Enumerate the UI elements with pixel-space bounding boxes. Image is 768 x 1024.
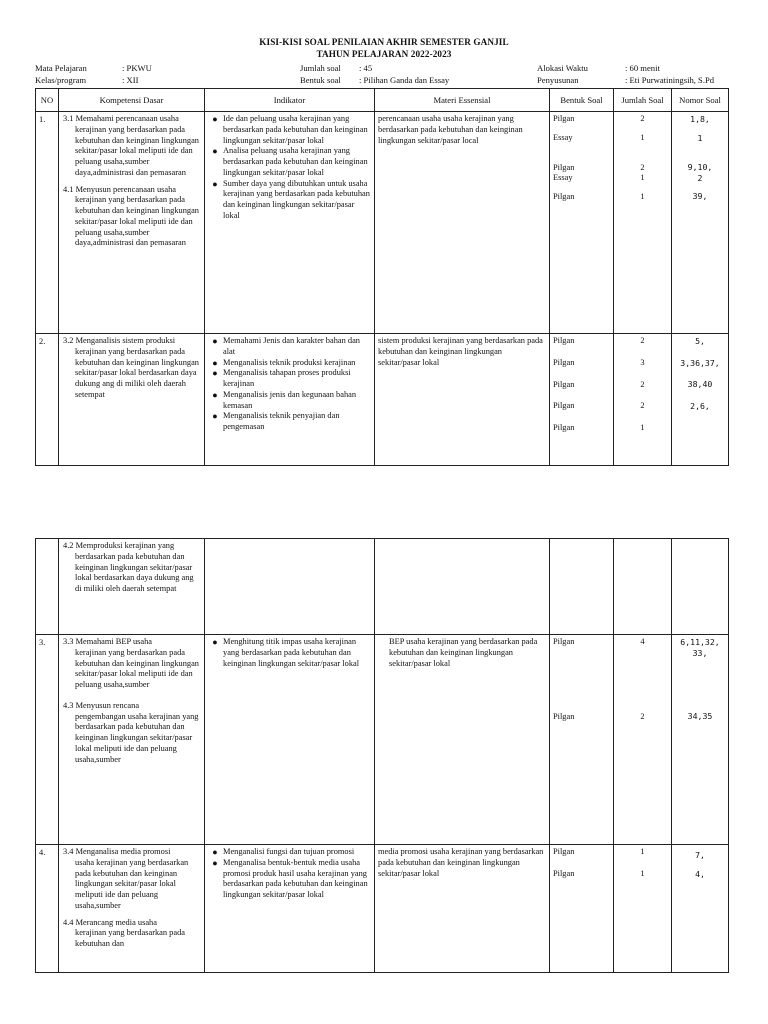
jumlah-soal-label: Jumlah soal	[300, 63, 341, 73]
indikator-item: ● Menganalisis tahapan proses produksi kerajinan	[207, 368, 371, 390]
bullet-icon: ●	[212, 637, 218, 647]
nomor-cell: 7, 4,	[672, 845, 729, 973]
kd-number: 4.3	[63, 700, 74, 710]
indikator-item: ● Sumber daya yang dibutuhkan untuk usaha kerajinan yang berdasarkan pada kebutuhan dan keinginan lingkungan sekitar/pasar lokal	[207, 179, 371, 222]
row-number: 4.	[36, 845, 59, 973]
col-header-materi: Materi Essensial	[375, 89, 550, 112]
indikator-cell	[205, 845, 375, 973]
indikator-cell	[205, 112, 375, 334]
kd-item	[63, 185, 201, 250]
kd-text: kerajinan yang berdasarkan pada kebutuhan dan keinginan lingkungan sekitar/pasar lokal meliputi ide dan peluang usaha,sumber	[75, 647, 199, 689]
kd-text: kerajinan yang berdasarkan pada kebutuhan dan keinginan lingkungan sekitar/pasar lokal meliputi ide dan peluang usaha,sumber daya,administrasi dan pemasaran	[75, 124, 199, 177]
kd-first-line: Menganalisis sistem produksi	[75, 336, 176, 345]
kd-text: kerajinan yang berdasarkan pada kebutuhan dan keinginan lingkungan sekitar/pasar lokal berdasarkan daya dukung ang di miliki oleh daerah setempat	[75, 346, 199, 399]
kd-first-line: Menyusun rencana	[75, 700, 140, 710]
bullet-icon: ●	[212, 847, 218, 857]
alokasi-label: Alokasi Waktu	[537, 63, 588, 73]
indikator-item: ● Ide dan peluang usaha kerajinan yang berdasarkan pada kebutuhan dan keinginan lingkungan sekitar/pasar lokal	[207, 114, 371, 146]
bentuk-soal-value: : Pilihan Ganda dan Essay	[359, 75, 450, 85]
bullet-icon: ●	[212, 857, 218, 868]
bullet-icon: ●	[212, 336, 218, 346]
kd-number: 3.4	[63, 847, 74, 856]
kd-text: kerajinan yang berdasarkan pada kebutuhan dan	[75, 928, 185, 948]
table-row	[36, 845, 729, 973]
kd-first-line: Memahami perencanaan usaha	[75, 114, 179, 123]
jumlah-cell: 2 1 2 1 1	[614, 112, 672, 334]
kd-first-line: Merancang media usaha	[75, 917, 157, 927]
kompetensi-cell	[59, 539, 205, 635]
kd-text: berdasarkan pada kebutuhan dan keinginan lingkungan sekitar/pasar lokal berdasarkan daya dukung ang di miliki oleh daerah setempat	[75, 551, 194, 593]
nomor-cell: 6,11,32, 33, 34,35	[672, 635, 729, 845]
mapel-value: : PKWU	[122, 63, 152, 73]
kd-item	[63, 637, 201, 691]
kd-item	[63, 541, 201, 595]
indikator-item: ● Menganalisi fungsi dan tujuan promosi	[207, 847, 371, 858]
col-header-bentuk: Bentuk Soal	[550, 89, 614, 112]
kd-item	[63, 114, 201, 179]
indikator-item: ● Menganalisis teknik penyajian dan pengemasan	[207, 411, 371, 433]
col-header-kompetensi: Kompetensi Dasar	[59, 89, 205, 112]
table-row	[36, 635, 729, 845]
kd-number: 4.4	[63, 917, 74, 927]
kompetensi-cell	[59, 112, 205, 334]
indikator-item: ● Memahami Jenis dan karakter bahan dan alat	[207, 336, 371, 358]
kd-text: usaha kerajinan yang berdasarkan pada kebutuhan dan keinginan lingkungan sekitar/pasar lokal meliputi ide dan peluang usaha,sumber	[75, 857, 189, 910]
jumlah-cell: 2 3 2 2 1	[614, 334, 672, 466]
indikator-item: ● Menganalisa bentuk-bentuk media usaha promosi produk hasil usaha kerajinan yang berdasarkan pada kebutuhan dan keinginan lingkungan sekitar/pasar lokal	[207, 858, 371, 901]
indikator-cell	[205, 635, 375, 845]
bullet-icon: ●	[212, 389, 218, 400]
materi-cell: media promosi usaha kerajinan yang berdasarkan pada kebutuhan dan keinginan lingkungan sekitar/pasar lokal	[375, 845, 550, 973]
bullet-icon: ●	[212, 146, 218, 157]
kd-first-line: Menyusun perencanaan usaha	[75, 184, 177, 194]
kisi-kisi-table-continued	[35, 538, 729, 973]
jumlah-cell: 4 2	[614, 635, 672, 845]
kompetensi-cell	[59, 334, 205, 466]
bullet-icon: ●	[212, 368, 218, 379]
penyusun-value: : Eti Purwatiningsih, S.Pd	[625, 75, 715, 85]
bentuk-cell: Pilgan Pilgan Pilgan Pilgan Pilgan	[550, 334, 614, 466]
bullet-icon: ●	[212, 114, 218, 124]
kd-item	[63, 918, 201, 950]
mapel-label: Mata Pelajaran	[35, 63, 87, 73]
bentuk-soal-label: Bentuk soal	[300, 75, 341, 85]
kd-first-line: Menganalisa media promosi	[75, 847, 171, 856]
jumlah-cell: 1 1	[614, 845, 672, 973]
kelas-label: Kelas/program	[35, 75, 87, 85]
kompetensi-cell	[59, 845, 205, 973]
kd-item	[63, 701, 201, 766]
kd-number: 3.3	[63, 637, 74, 646]
table-row	[36, 334, 729, 466]
table-header-row	[36, 89, 729, 112]
row-number: 2.	[36, 334, 59, 466]
kisi-kisi-table	[35, 88, 729, 466]
indikator-item: ● Analisa peluang usaha kerajinan yang berdasarkan pada kebutuhan dan keinginan lingkungan sekitar/pasar lokal	[207, 146, 371, 178]
jumlah-soal-value: : 45	[359, 63, 373, 73]
row-number: 3.	[36, 635, 59, 845]
kd-item	[63, 847, 201, 912]
bentuk-cell: Pilgan Pilgan	[550, 845, 614, 973]
indikator-cell	[205, 334, 375, 466]
alokasi-value: : 60 menit	[625, 63, 660, 73]
kd-first-line: Memahami BEP usaha	[75, 637, 153, 646]
indikator-item: ● Menghitung titik impas usaha kerajinan yang berdasarkan pada kebutuhan dan keinginan lingkungan sekitar/pasar lokal	[207, 637, 371, 669]
materi-cell: BEP usaha kerajinan yang berdasarkan pada kebutuhan dan keinginan lingkungan sekitar/pasar lokal	[375, 635, 550, 845]
nomor-cell: 5, 3,36,37, 38,40 2,6,	[672, 334, 729, 466]
bullet-icon: ●	[212, 411, 218, 422]
kd-number: 4.1	[63, 184, 74, 194]
indikator-item: ● Menganalisis jenis dan kegunaan bahan kemasan	[207, 390, 371, 412]
col-header-jumlah: Jumlah Soal	[614, 89, 672, 112]
kd-text: kerajinan yang berdasarkan pada kebutuhan dan keinginan lingkungan sekitar/pasar lokal meliputi ide dan peluang usaha,sumber daya,administrasi dan pemasaran	[75, 195, 199, 248]
kompetensi-cell	[59, 635, 205, 845]
kd-number: 3.2	[63, 336, 74, 345]
bullet-icon: ●	[212, 178, 218, 189]
bentuk-cell: Pilgan Pilgan	[550, 635, 614, 845]
kd-item	[63, 336, 201, 401]
materi-cell: sistem produksi kerajinan yang berdasarkan pada kebutuhan dan keinginan lingkungan sekitar/pasar lokal	[375, 334, 550, 466]
table-row	[36, 112, 729, 334]
kd-first-line: Memproduksi kerajinan yang	[75, 541, 175, 550]
kelas-value: : XII	[122, 75, 139, 85]
kd-number: 4.2	[63, 541, 74, 550]
penyusun-label: Penyusunan	[537, 75, 579, 85]
col-header-indikator: Indikator	[205, 89, 375, 112]
document-title: KISI-KISI SOAL PENILAIAN AKHIR SEMESTER GANJIL	[259, 37, 509, 47]
bentuk-cell: Pilgan Essay Pilgan Essay Pilgan	[550, 112, 614, 334]
indikator-item: ● Menganalisis teknik produksi kerajinan	[207, 358, 371, 369]
bullet-icon: ●	[212, 357, 218, 368]
kd-text: pengembangan usaha kerajinan yang berdasarkan pada kebutuhan dan keinginan lingkungan sekitar/pasar lokal meliputi ide dan peluang usaha,sumber	[75, 711, 199, 764]
kd-number: 3.1	[63, 114, 74, 123]
col-header-no: NO	[36, 89, 59, 112]
document-subtitle: TAHUN PELAJARAN 2022-2023	[316, 49, 452, 59]
row-number: 1.	[36, 112, 59, 334]
col-header-nomor: Nomor Soal	[672, 89, 729, 112]
table-row	[36, 539, 729, 635]
nomor-cell: 1,8, 1 9,10, 2 39,	[672, 112, 729, 334]
materi-cell: perencanaan usaha usaha kerajinan yang berdasarkan pada kebutuhan dan keinginan lingkungan sekitar/pasar local	[375, 112, 550, 334]
